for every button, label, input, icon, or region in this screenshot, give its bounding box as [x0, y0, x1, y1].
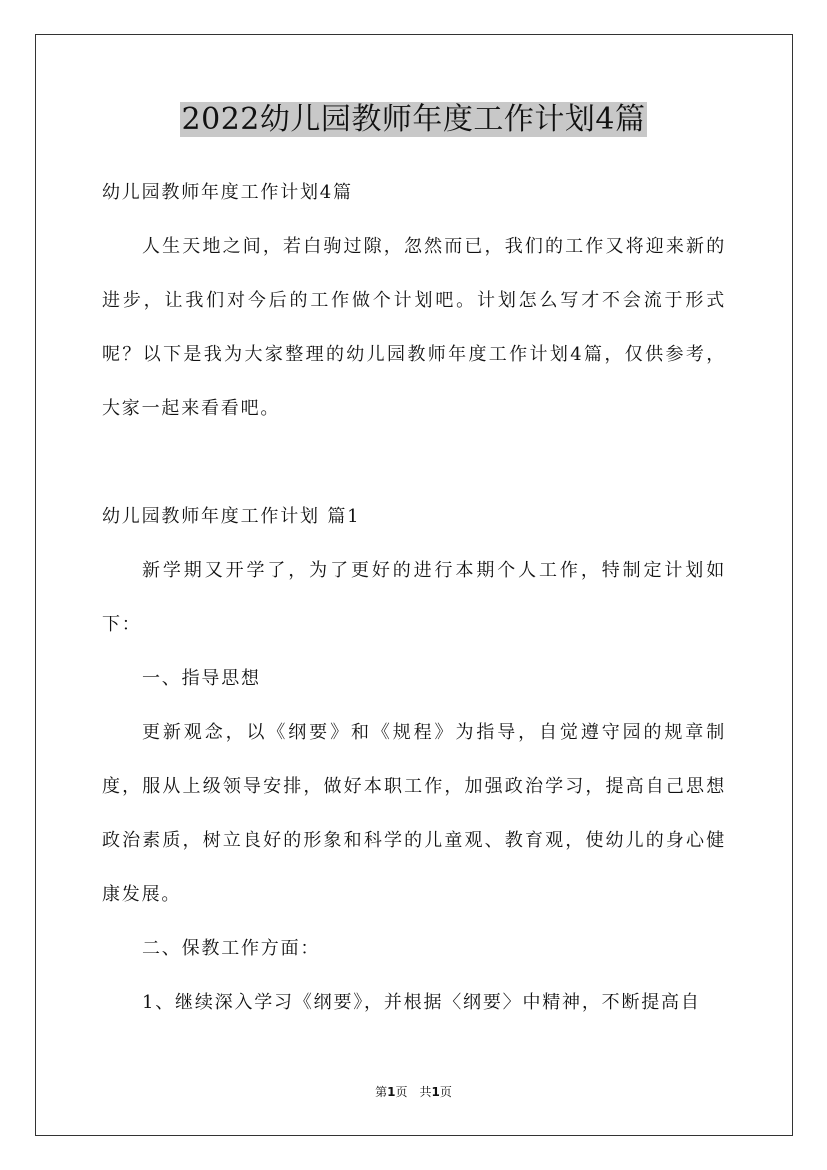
document-title-text: 2022幼儿园教师年度工作计划4篇	[181, 102, 646, 137]
subtitle-paragraph: 幼儿园教师年度工作计划4篇	[102, 182, 353, 203]
section-1-intro: 新学期又开学了，为了更好的进行本期个人工作，特制定计划如下：	[102, 560, 726, 635]
document-title	[0, 98, 827, 142]
care-education-item-1: 1、继续深入学习《纲要》，并根据〈纲要〉中精神，不断提高自	[142, 992, 701, 1013]
subheading-care-education: 二、保教工作方面：	[142, 938, 321, 959]
subheading-guiding-thought: 一、指导思想	[142, 668, 261, 689]
footer-current-page: 1	[387, 1085, 396, 1099]
intro-paragraph: 人生天地之间，若白驹过隙，忽然而已，我们的工作又将迎来新的进步，让我们对今后的工作做个计划吧。计划怎么写才不会流于形式呢？以下是我为大家整理的幼儿园教师年度工作计划4篇，仅供参考，大家一起来看看吧。	[102, 236, 726, 419]
footer-mid: 页 共	[395, 1085, 432, 1099]
guiding-thought-paragraph: 更新观念，以《纲要》和《规程》为指导，自觉遵守园的规章制度，服从上级领导安排，做好本职工作，加强政治学习，提高自己思想政治素质，树立良好的形象和科学的儿童观、教育观，使幼儿的身心健康发展。	[102, 722, 726, 905]
section-heading-1: 幼儿园教师年度工作计划 篇1	[102, 506, 361, 527]
footer-total-pages: 1	[431, 1085, 440, 1099]
page-footer	[0, 1084, 827, 1100]
footer-suffix: 页	[439, 1085, 452, 1099]
footer-prefix: 第	[375, 1085, 388, 1099]
